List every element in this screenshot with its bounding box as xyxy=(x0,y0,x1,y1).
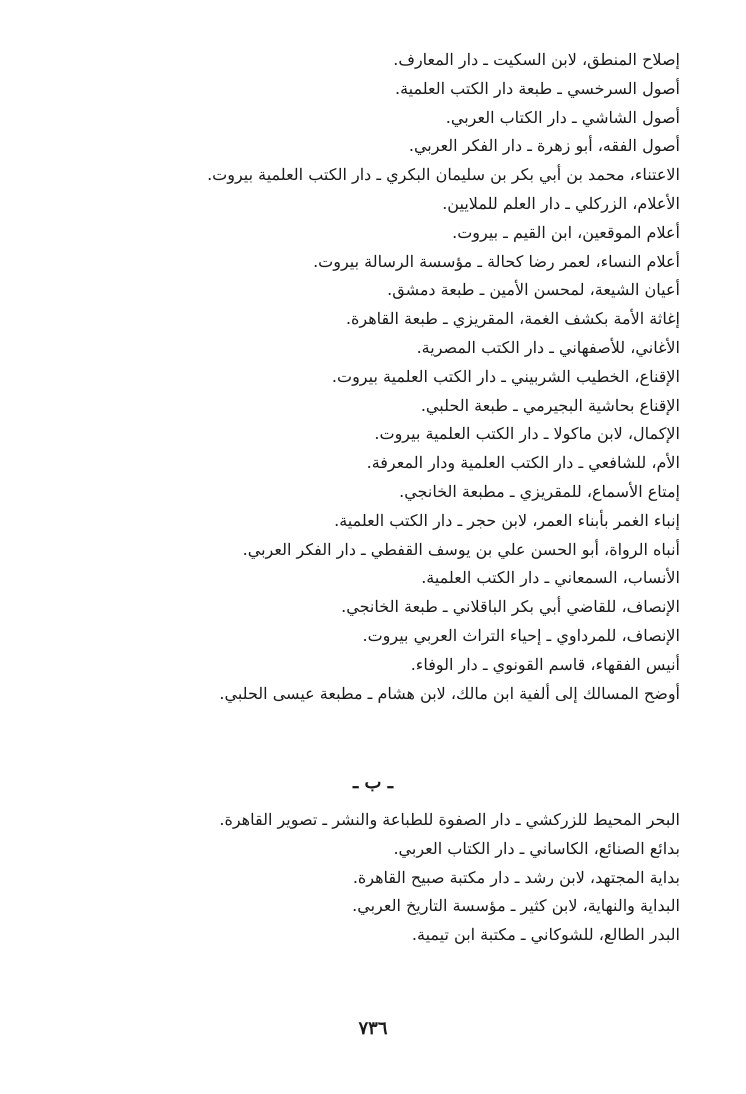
bibliography-entry: أصول الشاشي ـ دار الكتاب العربي. xyxy=(445,107,680,127)
bibliography-entry: أنباه الرواة، أبو الحسن علي بن يوسف القفطي ـ دار الفكر العربي. xyxy=(242,539,680,559)
bibliography-entry: أصول الفقه، أبو زهرة ـ دار الفكر العربي. xyxy=(408,136,680,156)
bibliography-entry: البداية والنهاية، لابن كثير ـ مؤسسة التاريخ العربي. xyxy=(352,896,680,916)
bibliography-entry: أعلام الموقعين، ابن القيم ـ بيروت. xyxy=(452,222,680,242)
bibliography-list-ba xyxy=(200,806,680,950)
bibliography-entry: الأعلام، الزركلي ـ دار العلم للملايين. xyxy=(442,193,680,213)
bibliography-entry: الأنساب، السمعاني ـ دار الكتب العلمية. xyxy=(421,568,680,588)
bibliography-entry: أصول السرخسي ـ طبعة دار الكتب العلمية. xyxy=(395,78,680,98)
bibliography-entry: الإقناع بحاشية البجيرمي ـ طبعة الحلبي. xyxy=(420,395,680,415)
bibliography-entry: أعلام النساء، لعمر رضا كحالة ـ مؤسسة الرسالة بيروت. xyxy=(313,251,680,271)
bibliography-entry: إنباء الغمر بأبناء العمر، لابن حجر ـ دار الكتب العلمية. xyxy=(334,510,680,530)
bibliography-entry: البحر المحيط للزركشي ـ دار الصفوة للطباعة والنشر ـ تصوير القاهرة. xyxy=(219,810,680,829)
bibliography-entry: بداية المجتهد، لابن رشد ـ دار مكتبة صبيح القاهرة. xyxy=(352,867,680,887)
bibliography-entry: إصلاح المنطق، لابن السكيت ـ دار المعارف. xyxy=(393,50,680,69)
bibliography-entry: الأم، للشافعي ـ دار الكتب العلمية ودار المعرفة. xyxy=(366,453,680,473)
bibliography-entry: الإنصاف، للقاضي أبي بكر الباقلاني ـ طبعة الخانجي. xyxy=(341,597,680,617)
bibliography-entry: إغاثة الأمة بكشف الغمة، المقريزي ـ طبعة القاهرة. xyxy=(345,309,680,329)
bibliography-entry: أوضح المسالك إلى ألفية ابن مالك، لابن هشام ـ مطبعة عيسى الحلبي. xyxy=(219,683,680,703)
bibliography-list-alif xyxy=(200,46,680,708)
bibliography-entry: الاعتناء، محمد بن أبي بكر بن سليمان البكري ـ دار الكتب العلمية بيروت. xyxy=(207,165,680,185)
bibliography-entry: الأغاني، للأصفهاني ـ دار الكتب المصرية. xyxy=(416,337,680,357)
bibliography-entry: أنيس الفقهاء، قاسم القونوي ـ دار الوفاء. xyxy=(410,654,680,674)
bibliography-entry: الإكمال، لابن ماكولا ـ دار الكتب العلمية بيروت. xyxy=(374,424,680,444)
section-heading-ba: ـ ب ـ xyxy=(352,772,394,793)
bibliography-entry: الإقناع، الخطيب الشربيني ـ دار الكتب العلمية بيروت. xyxy=(331,366,680,386)
bibliography-entry: البدر الطالع، للشوكاني ـ مكتبة ابن تيمية. xyxy=(411,925,680,945)
bibliography-entry: إمتاع الأسماع، للمقريزي ـ مطبعة الخانجي. xyxy=(399,481,680,501)
bibliography-entry: أعيان الشيعة، لمحسن الأمين ـ طبعة دمشق. xyxy=(387,280,680,300)
bibliography-entry: الإنصاف، للمرداوي ـ إحياء التراث العربي بيروت. xyxy=(362,625,680,645)
page-number: ٧٣٦ xyxy=(358,1018,388,1039)
bibliography-entry: بدائع الصنائع، الكاساني ـ دار الكتاب العربي. xyxy=(393,838,680,858)
